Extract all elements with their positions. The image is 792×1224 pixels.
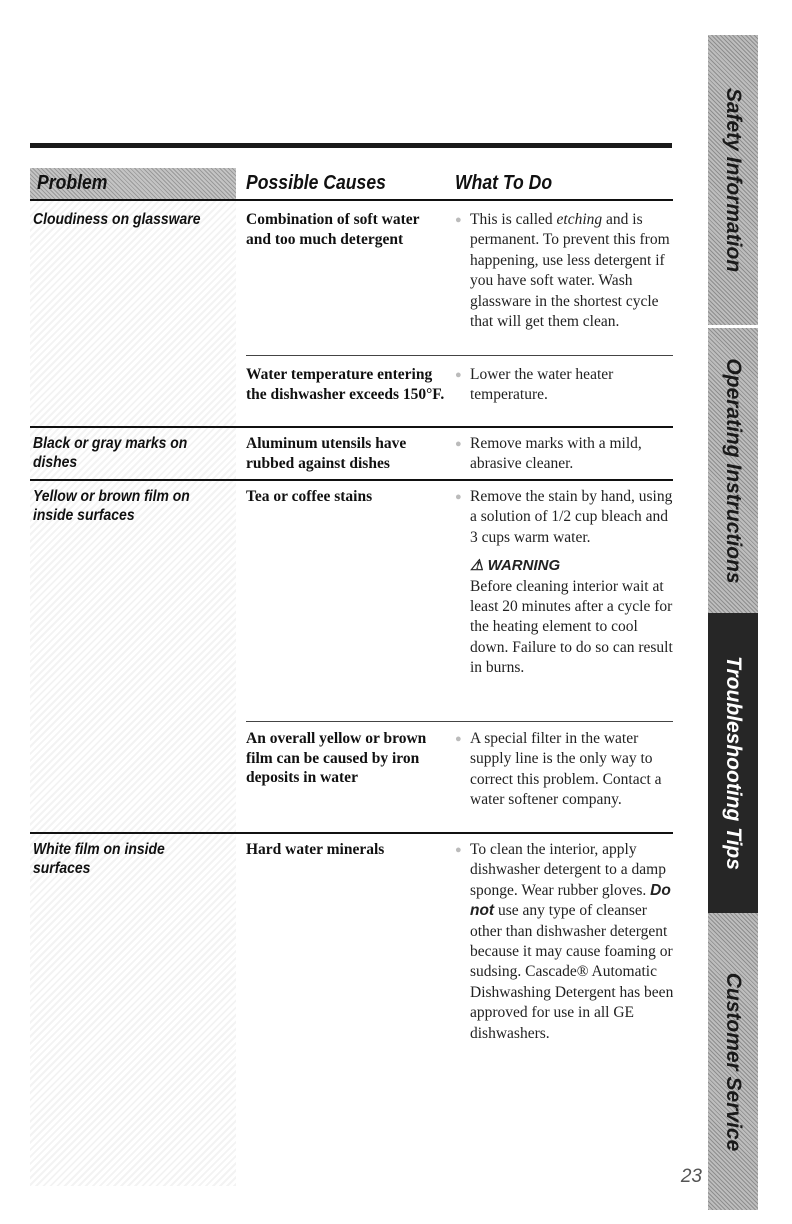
header-possible-causes: Possible Causes (246, 172, 386, 194)
bullet-icon: ● (455, 844, 462, 856)
cause-hard-water: Hard water minerals (246, 841, 385, 858)
problem-white-film: White film on inside surfaces (33, 841, 165, 877)
problem-divider (30, 832, 673, 834)
warning-heading: ⚠ WARNING (470, 557, 561, 575)
problem-yellow-brown-film: Yellow or brown film on inside surfaces (33, 488, 190, 524)
cause-soft-water: Combination of soft water and too much detergent (246, 211, 420, 248)
page-number: 23 (680, 1166, 702, 1187)
top-rule (30, 143, 672, 148)
header-what-to-do: What To Do (455, 172, 553, 194)
problem-divider (30, 479, 673, 481)
problem-column-shading (30, 201, 236, 1186)
bullet-icon: ● (455, 369, 462, 381)
row-divider (246, 355, 673, 356)
todo-remove-stain: ● Remove the stain by hand, using a solution of 1/2 cup bleach and 3 cups warm water. ⚠ WARNING Before cleaning interior wait at least 20 minutes after a cycle for the heating element to cool down. Failure to do so can result in burns. (455, 487, 675, 679)
todo-etching: ● This is called etching and is permanent. To prevent this from happening, use less detergent if you have soft water. Wash glassware in the shortest cycle that will get them clean. (455, 211, 670, 331)
cause-aluminum-utensils: Aluminum utensils have rubbed against dishes (246, 435, 407, 472)
todo-lower-temperature: ● Lower the water heater temperature. (455, 366, 614, 404)
tab-customer-service[interactable]: Customer Service (708, 913, 758, 1210)
todo-remove-marks: ● Remove marks with a mild, abrasive cleaner. (455, 435, 642, 473)
tab-operating-instructions[interactable]: Operating Instructions (708, 328, 758, 613)
bullet-icon: ● (455, 438, 462, 450)
cause-water-temperature: Water temperature entering the dishwasher exceeds 150°F. (246, 366, 445, 403)
cause-tea-coffee: Tea or coffee stains (246, 488, 373, 505)
bullet-icon: ● (455, 214, 462, 226)
row-divider (246, 721, 673, 722)
problem-cloudiness: Cloudiness on glassware (33, 211, 201, 228)
section-sidebar (708, 35, 758, 1210)
todo-special-filter: ● A special filter in the water supply line is the only way to correct this problem. Contact a water softener company. (455, 730, 662, 809)
problem-divider (30, 426, 673, 428)
tab-safety-information[interactable]: Safety Information (708, 35, 758, 325)
todo-clean-interior: ● To clean the interior, apply dishwasher detergent to a damp sponge. Wear rubber gloves. Do not use any type of cleanser other than dishwasher detergent because it may cause foaming or sudsing. Cascade® Automatic Dishwashing Detergent has been approved for use in all GE dishwashers. (455, 841, 674, 1042)
problem-black-gray-marks: Black or gray marks on dishes (33, 435, 188, 471)
header-problem: Problem (37, 172, 108, 194)
bullet-icon: ● (455, 733, 462, 745)
bullet-icon: ● (455, 491, 462, 503)
warning-text: Before cleaning interior wait at least 20 minutes after a cycle for the heating element to cool down. Failure to do so can result in burns. (470, 577, 673, 677)
tab-troubleshooting-tips[interactable]: Troubleshooting Tips (708, 613, 758, 913)
warning-icon: ⚠ (470, 557, 484, 575)
cause-iron-deposits: An overall yellow or brown film can be caused by iron deposits in water (246, 730, 427, 786)
